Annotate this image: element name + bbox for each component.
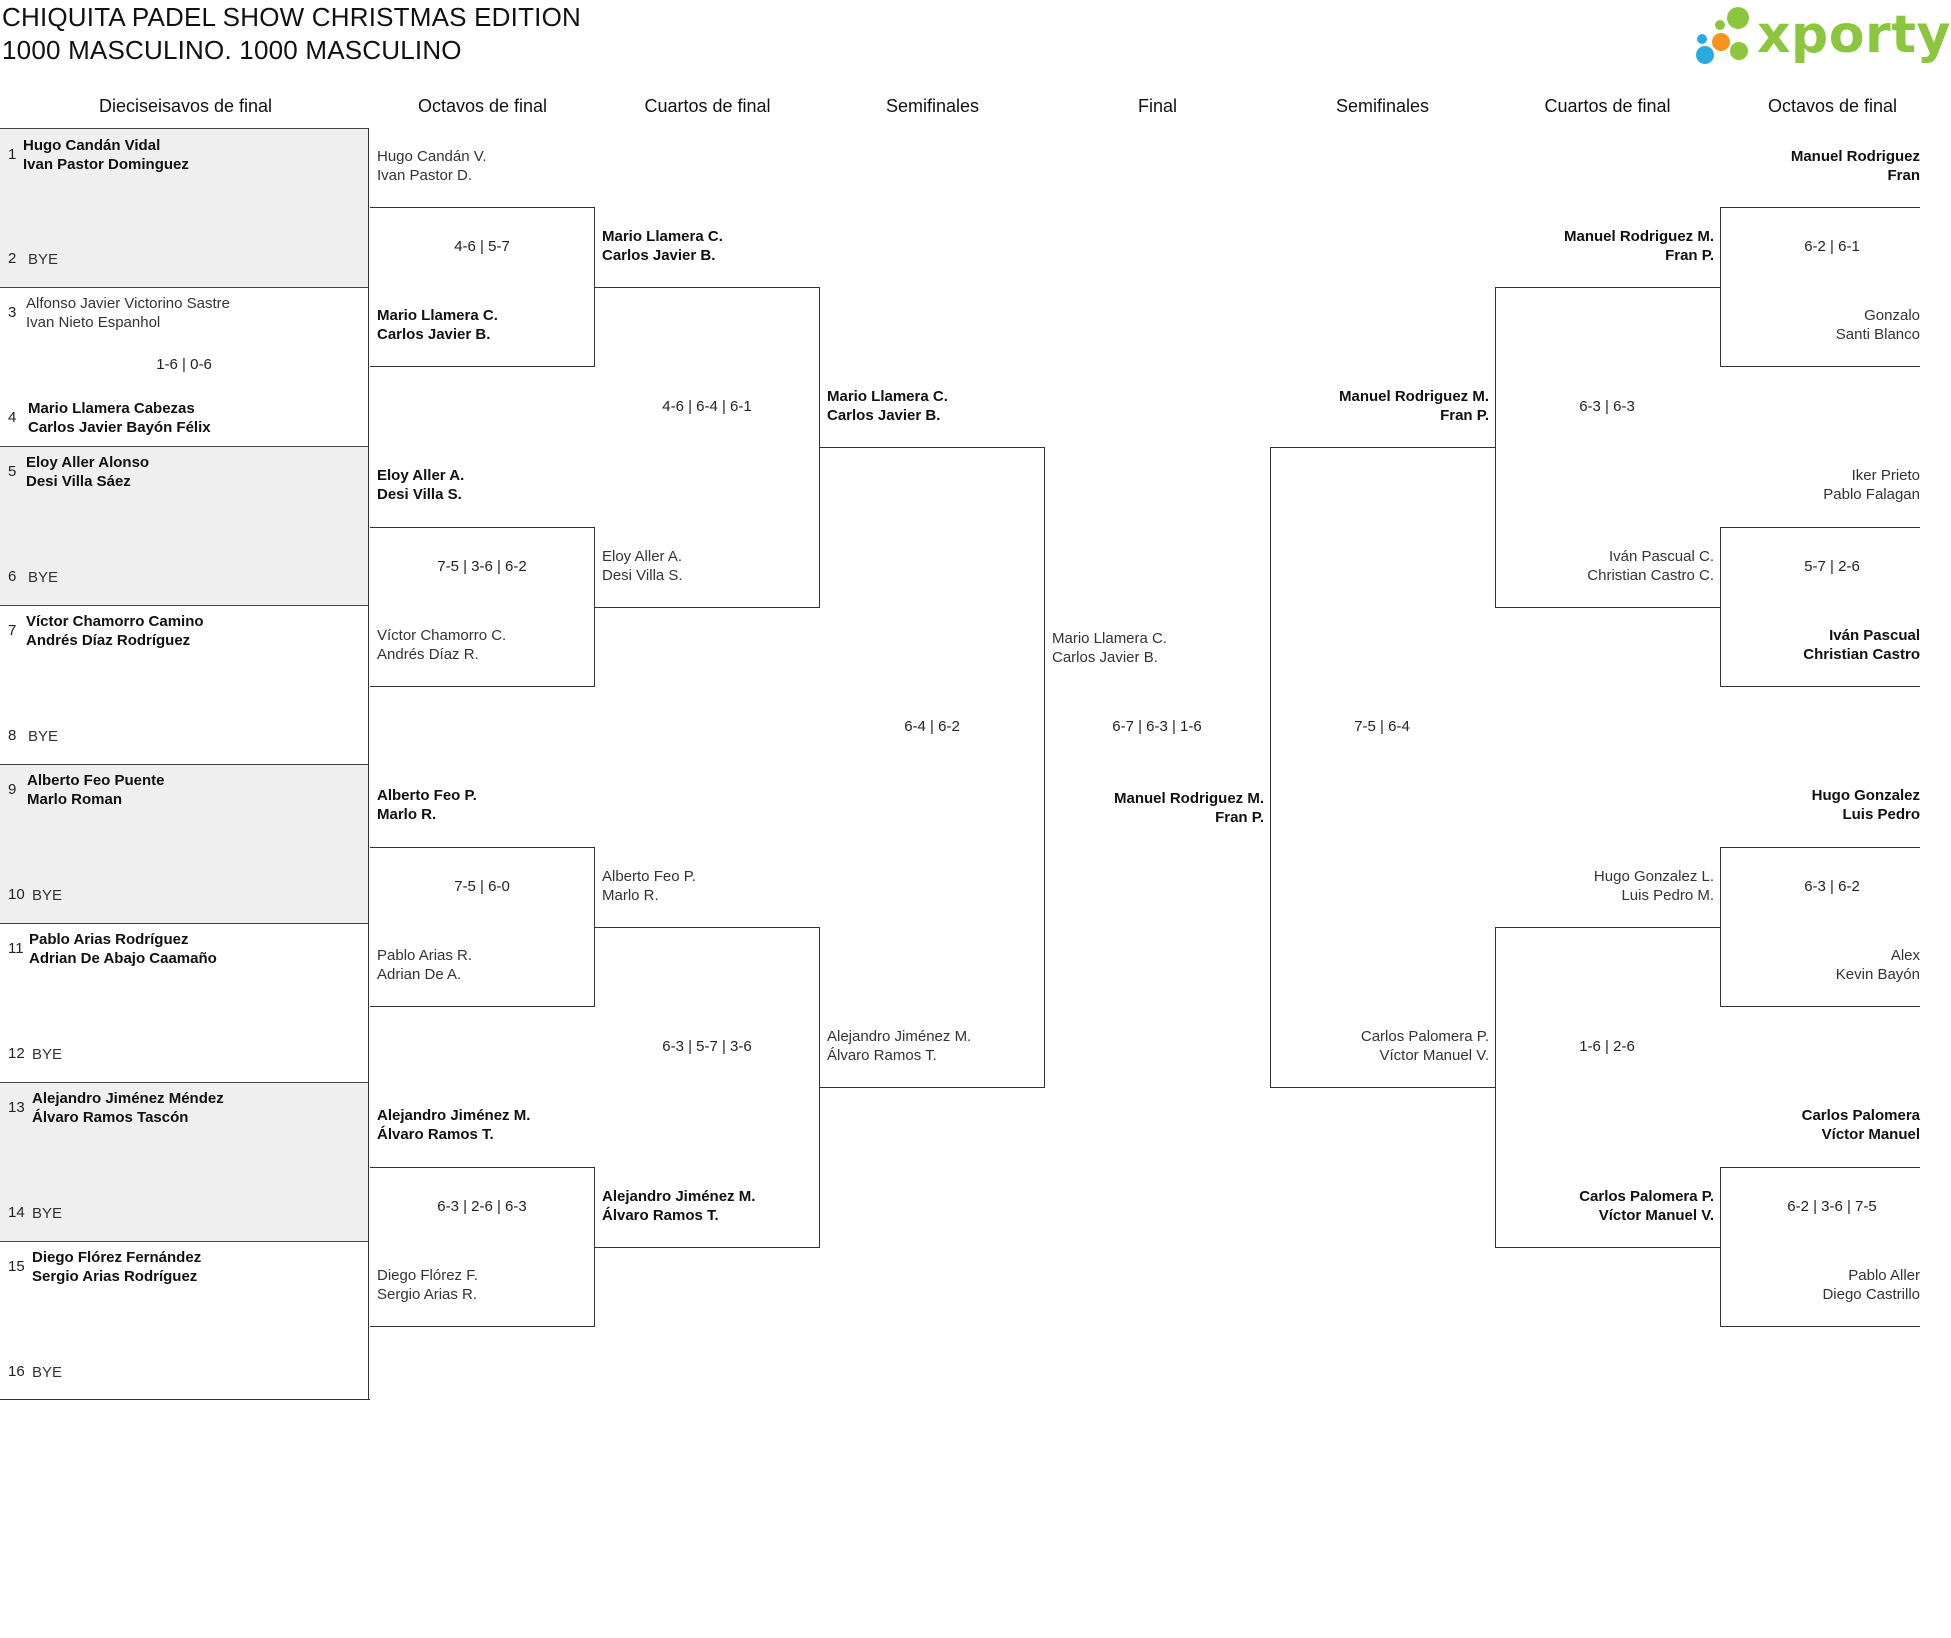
- player-name: Pablo Aller: [1848, 1267, 1920, 1284]
- player-name: BYE: [32, 1046, 63, 1063]
- player-name: Ivan Pastor D.: [377, 167, 473, 184]
- player-name: Víctor Chamorro Camino: [26, 613, 204, 630]
- player-name: Hugo Candán Vidal: [23, 137, 161, 154]
- match-score: 1-6 | 0-6: [156, 356, 212, 373]
- seed-number: 9: [8, 781, 17, 798]
- seed-number: 7: [8, 622, 17, 639]
- bracket-line: [1720, 366, 1920, 367]
- player-name: Ivan Pastor Dominguez: [23, 156, 189, 173]
- player-name: Alberto Feo P.: [377, 787, 477, 804]
- player-name: Adrian De A.: [377, 966, 462, 983]
- tournament-title: CHIQUITA PADEL SHOW CHRISTMAS EDITION: [2, 2, 581, 32]
- player-name: Gonzalo: [1864, 307, 1920, 324]
- player-name: Álvaro Ramos Tascón: [32, 1109, 189, 1126]
- player-name: Carlos Javier B.: [827, 407, 941, 424]
- bracket-line: [595, 1247, 820, 1248]
- player-name: Ivan Nieto Espanhol: [26, 314, 161, 331]
- player-name: Luis Pedro M.: [1621, 887, 1714, 904]
- bracket-line: [1720, 527, 1920, 528]
- seed-number: 8: [8, 727, 17, 744]
- player-name: Kevin Bayón: [1835, 966, 1920, 983]
- seed-number: 10: [8, 886, 25, 903]
- player-name: Alejandro Jiménez M.: [602, 1188, 756, 1205]
- player-name: Alejandro Jiménez M.: [827, 1028, 972, 1045]
- final-score: 6-7 | 6-3 | 1-6: [1112, 718, 1202, 735]
- player-name: Álvaro Ramos T.: [827, 1047, 937, 1064]
- player-name: Mario Llamera Cabezas: [28, 400, 195, 417]
- logo-wordmark: xporty: [1757, 5, 1951, 65]
- player-name: Desi Villa S.: [602, 567, 683, 584]
- player-name: Andrés Díaz Rodríguez: [26, 632, 191, 649]
- match-score: 4-6 | 6-4 | 6-1: [662, 398, 752, 415]
- match-score: 1-6 | 2-6: [1579, 1038, 1635, 1055]
- xporty-logo[interactable]: [1690, 4, 1951, 68]
- player-name: Carlos Javier B.: [377, 326, 491, 343]
- player-name: Diego Flórez Fernández: [32, 1249, 202, 1266]
- bracket-line: [1720, 1006, 1920, 1007]
- player-name: Sergio Arias Rodríguez: [32, 1268, 198, 1285]
- logo-dots-icon: [1690, 4, 1760, 68]
- seed-number: 15: [8, 1258, 25, 1275]
- bracket-line: [370, 207, 595, 208]
- bracket-line: [1270, 447, 1495, 448]
- bracket-line: [1720, 1326, 1920, 1327]
- bracket-line: [1270, 1087, 1495, 1088]
- player-name: Mario Llamera C.: [827, 388, 948, 405]
- player-name: Fran P.: [1440, 407, 1489, 424]
- seed-number: 2: [8, 250, 17, 267]
- header-qf-left: Cuartos de final: [644, 96, 771, 116]
- bracket-line: [1720, 847, 1920, 848]
- bracket-line: [1720, 207, 1920, 208]
- player-name: Sergio Arias R.: [377, 1286, 478, 1303]
- seed-number: 1: [8, 146, 17, 163]
- bracket-line: [370, 1167, 595, 1168]
- player-name: Marlo R.: [602, 887, 659, 904]
- match-score: 7-5 | 6-0: [454, 878, 510, 895]
- player-name: Iker Prieto: [1851, 467, 1920, 484]
- player-name: Hugo Gonzalez: [1811, 787, 1920, 804]
- match-score: 6-3 | 6-3: [1579, 398, 1635, 415]
- champion-name: Manuel Rodriguez M.: [1114, 790, 1264, 807]
- match-score: 6-2 | 3-6 | 7-5: [1787, 1198, 1877, 1215]
- seed-number: 12: [8, 1045, 25, 1062]
- player-name: Marlo R.: [377, 806, 437, 823]
- match-score: 6-4 | 6-2: [904, 718, 960, 735]
- bracket-line: [0, 1399, 370, 1400]
- player-name: Marlo Roman: [27, 791, 123, 808]
- player-name: Alberto Feo Puente: [27, 772, 165, 789]
- player-name: Christian Castro: [1803, 646, 1920, 663]
- header-sf-left: Semifinales: [885, 96, 980, 116]
- player-name: Víctor Manuel V.: [1379, 1047, 1489, 1064]
- player-name: Pablo Arias Rodríguez: [29, 931, 189, 948]
- bracket-line: [370, 686, 595, 687]
- header-qf-right: Cuartos de final: [1544, 96, 1671, 116]
- match-score: 7-5 | 3-6 | 6-2: [437, 558, 527, 575]
- player-name: Fran P.: [1665, 247, 1714, 264]
- bracket-line: [1720, 1167, 1920, 1168]
- champion-name: Fran P.: [1215, 809, 1264, 826]
- player-name: Hugo Candán V.: [377, 148, 487, 165]
- player-name: Alfonso Javier Victorino Sastre: [26, 295, 230, 312]
- match-score: 6-3 | 6-2: [1804, 878, 1860, 895]
- header-r8-right: Octavos de final: [1767, 96, 1898, 116]
- player-name: Alejandro Jiménez M.: [377, 1107, 531, 1124]
- bracket-line: [820, 447, 1045, 448]
- player-name: Carlos Javier B.: [1052, 649, 1158, 666]
- player-name: Carlos Javier Bayón Félix: [28, 419, 211, 436]
- seed-number: 3: [8, 304, 17, 321]
- seed-number: 13: [8, 1099, 25, 1116]
- seed-number: 4: [8, 409, 17, 426]
- player-name: Mario Llamera C.: [1052, 630, 1168, 647]
- bracket-line: [1495, 607, 1720, 608]
- player-name: Alex: [1890, 947, 1920, 964]
- player-name: Carlos Palomera P.: [1360, 1028, 1489, 1045]
- player-name: Santi Blanco: [1835, 326, 1920, 343]
- seed-number: 16: [8, 1363, 25, 1380]
- player-name: Fran: [1887, 167, 1920, 184]
- match-score: 4-6 | 5-7: [454, 238, 510, 255]
- seed-number: 6: [8, 568, 17, 585]
- player-name: Diego Castrillo: [1822, 1286, 1920, 1303]
- player-name: Eloy Aller Alonso: [26, 454, 150, 471]
- player-name: Álvaro Ramos T.: [602, 1207, 719, 1224]
- bracket-line: [370, 527, 595, 528]
- player-name: Manuel Rodriguez: [1790, 148, 1920, 165]
- player-name: Pablo Arias R.: [377, 947, 473, 964]
- player-name: BYE: [28, 251, 59, 268]
- bracket-line: [595, 927, 820, 928]
- match-score: 7-5 | 6-4: [1354, 718, 1410, 735]
- match-score: 5-7 | 2-6: [1804, 558, 1860, 575]
- bracket-line: [1720, 686, 1920, 687]
- player-name: Desi Villa S.: [377, 486, 462, 503]
- player-name: Manuel Rodriguez M.: [1564, 228, 1714, 245]
- player-name: Carlos Javier B.: [602, 247, 716, 264]
- player-name: BYE: [28, 569, 59, 586]
- match-score: 6-2 | 6-1: [1804, 238, 1860, 255]
- header-final: Final: [1137, 96, 1177, 116]
- player-name: Iván Pascual: [1829, 627, 1920, 644]
- bracket-line: [370, 847, 595, 848]
- player-name: Adrian De Abajo Caamaño: [29, 950, 217, 967]
- bracket-line: [1495, 927, 1720, 928]
- player-name: Mario Llamera C.: [377, 307, 498, 324]
- category-title: 1000 MASCULINO. 1000 MASCULINO: [2, 35, 462, 65]
- player-name: BYE: [32, 1205, 63, 1222]
- bracket-line: [1044, 447, 1045, 1088]
- bracket-line: [368, 128, 369, 1400]
- player-name: Mario Llamera C.: [602, 228, 723, 245]
- player-name: Desi Villa Sáez: [26, 473, 131, 490]
- bracket-line: [595, 607, 820, 608]
- player-name: Carlos Palomera: [1801, 1107, 1920, 1124]
- bracket-line: [370, 1006, 595, 1007]
- match-score: 6-3 | 2-6 | 6-3: [437, 1198, 527, 1215]
- player-name: Eloy Aller A.: [602, 548, 683, 565]
- bracket-line: [820, 1087, 1045, 1088]
- header-r16: Dieciseisavos de final: [98, 96, 273, 116]
- bracket-line: [370, 366, 595, 367]
- player-name: Eloy Aller A.: [377, 467, 465, 484]
- player-name: Manuel Rodriguez M.: [1339, 388, 1489, 405]
- bracket-line: [1495, 287, 1720, 288]
- seed-number: 5: [8, 463, 17, 480]
- player-name: Luis Pedro: [1842, 806, 1920, 823]
- player-name: Iván Pascual C.: [1608, 548, 1714, 565]
- player-name: BYE: [32, 1364, 63, 1381]
- player-name: Álvaro Ramos T.: [377, 1126, 494, 1143]
- player-name: Hugo Gonzalez L.: [1593, 868, 1714, 885]
- player-name: BYE: [28, 728, 59, 745]
- bracket-line: [1270, 447, 1271, 1088]
- seed-number: 11: [8, 940, 24, 957]
- bracket-line: [595, 287, 820, 288]
- player-name: Víctor Manuel: [1821, 1126, 1920, 1143]
- player-name: Víctor Manuel V.: [1598, 1207, 1714, 1224]
- player-name: Pablo Falagan: [1823, 486, 1920, 503]
- player-name: Andrés Díaz R.: [377, 646, 479, 663]
- player-name: Alberto Feo P.: [602, 868, 696, 885]
- player-name: Víctor Chamorro C.: [377, 627, 507, 644]
- header-sf-right: Semifinales: [1335, 96, 1430, 116]
- header-r8-left: Octavos de final: [417, 96, 548, 116]
- bracket-line: [1495, 1247, 1720, 1248]
- player-name: Christian Castro C.: [1587, 567, 1714, 584]
- player-name: Alejandro Jiménez Méndez: [32, 1090, 224, 1107]
- bracket-line: [370, 1326, 595, 1327]
- seed-number: 14: [8, 1204, 25, 1221]
- match-score: 6-3 | 5-7 | 3-6: [662, 1038, 752, 1055]
- player-name: Carlos Palomera P.: [1579, 1188, 1714, 1205]
- player-name: BYE: [32, 887, 63, 904]
- player-name: Diego Flórez F.: [377, 1267, 478, 1284]
